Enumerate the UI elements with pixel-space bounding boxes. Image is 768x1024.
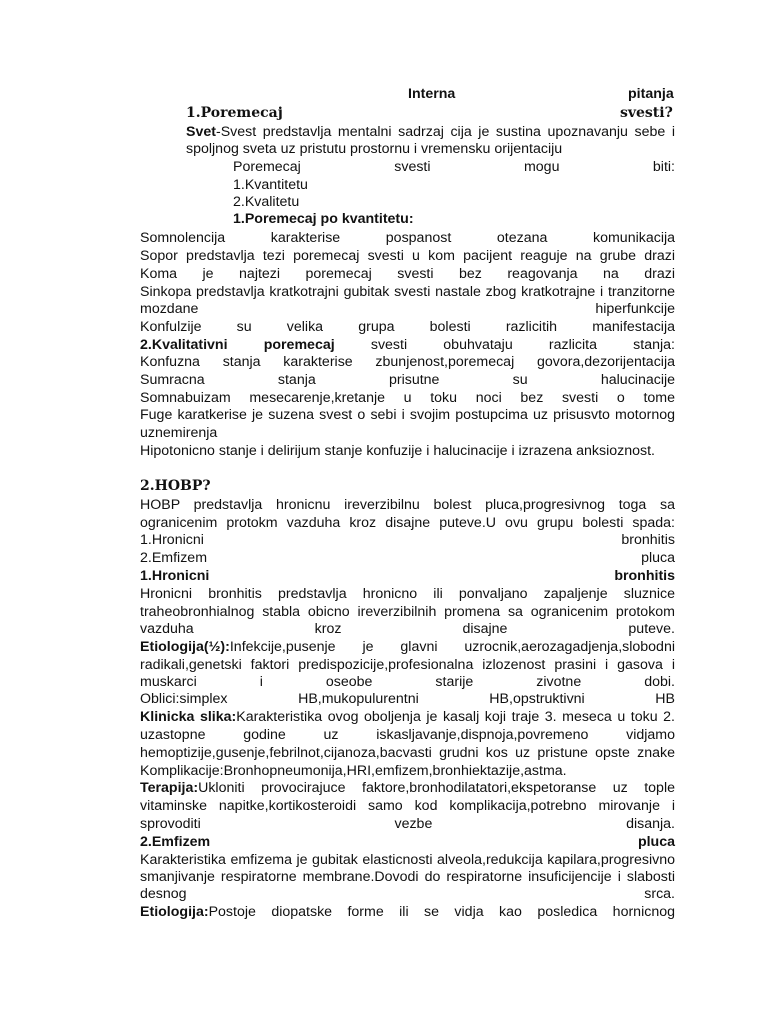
mogu-line: Poremecaj svesti mogu biti: bbox=[233, 159, 675, 175]
konfulzije-line: Konfulzije su velika grupa bolesti razlicitih manifestacija bbox=[140, 319, 676, 335]
sumracna-line: Sumracna stanja prisutne su halucinacije bbox=[140, 372, 676, 388]
kvantitet-item: 1.Kvantitetu bbox=[233, 177, 308, 193]
sinkopa-line: Sinkopa predstavlja kratkotrajni gubitak svesti nastale zbog kratkotrajne i tranzitorne bbox=[140, 284, 675, 300]
hobp-item-1: 1.Hronicni bronhitis bbox=[140, 532, 675, 548]
etiologija-line-2: radikali,genetski faktori predispozicije,profesionalna izlozenost prasini i gasova i bbox=[140, 657, 675, 673]
q2-heading: 2.HOBP? bbox=[140, 478, 211, 494]
hb-line-1: Hronicni bronhitis predstavlja hronicno ili ponvaljano zapaljenje sluznice bbox=[140, 586, 675, 602]
mozdane-line: mozdane hiperfunkcije bbox=[140, 301, 675, 317]
emfizem-heading: 2.Emfizem pluca bbox=[140, 834, 675, 850]
q1-heading-right: svesti? bbox=[620, 105, 673, 121]
oblici-line: Oblici:simplex HB,mukopulurentni HB,opstruktivni HB bbox=[140, 691, 675, 707]
hobp-item-2: 2.Emfizem pluca bbox=[140, 550, 675, 566]
somnolencija-line: Somnolencija karakterise pospanost otezana komunikacija bbox=[140, 230, 676, 246]
sopor-line: Sopor predstavlja tezi poremecaj svesti u kom pacijent reaguje na grube drazi bbox=[140, 248, 675, 264]
terapija-line-2: vitaminske napitke,kortikosteroidi samo kod komplikacija,potrebno mirovanje i bbox=[140, 798, 675, 814]
hobp-line-1: HOBP predstavlja hronicnu ireverzibilnu bolest pluca,progresivnog toga sa bbox=[140, 497, 675, 513]
klinicka-line-2: uzastopne godine uz iskasljavanje,dispnoja,povremeno vidjamo bbox=[140, 727, 675, 743]
kvalitativni-line: 2.Kvalitativni poremecaj svesti obuhvataju razlicita stanja: bbox=[140, 337, 675, 353]
emfizem-line-3: desnog srca. bbox=[140, 886, 675, 902]
hobp-line-2: ogranicenim protokm vazduha kroz disajne puteve.U ovu grupu bolesti spada: bbox=[140, 515, 675, 531]
terapija-line-3: sprovoditi vezbe disanja. bbox=[140, 816, 675, 832]
title-left: Interna bbox=[408, 86, 456, 102]
title-right: pitanja bbox=[628, 86, 674, 102]
koma-line: Koma je najtezi poremecaj svesti bez reagovanja na drazi bbox=[140, 266, 676, 282]
klinicka-line-1: Klinicka slika:Karakteristika ovog oboljenja je kasalj koji traje 3. meseca u toku 2. bbox=[140, 709, 675, 725]
uznemirenja-line: uznemirenja bbox=[140, 425, 218, 441]
konfuzna-line: Konfuzna stanja karakterise zbunjenost,poremecaj govora,dezorijentacija bbox=[140, 354, 675, 370]
etiologija-emfizem-line: Etiologija:Postoje diopatske forme ili se vidja kao posledica hornicnog bbox=[140, 904, 675, 920]
hipotonicno-line: Hipotonicno stanje i delirijum stanje konfuzije i halucinacije i izrazena anksioznost. bbox=[140, 443, 655, 459]
hb-line-3: vazduha kroz disajne puteve. bbox=[140, 621, 675, 637]
klinicka-line-3: hemoptizije,gusenje,febrilnot,cijanoza,bacvasti grudni kos uz pristune opste znake bbox=[140, 745, 675, 761]
somnabuizam-line: Somnabuizam mesecarenje,kretanje u toku noci bez svesti o tome bbox=[140, 390, 675, 406]
etiologija-line-1: Etiologija(½):Infekcije,pusenje je glavni uzrocnik,aerozagadjenja,slobodni bbox=[140, 639, 675, 655]
emfizem-line-2: smanjivanje respiratorne membrane.Dovodi do respiratorne insuficijencije i slabosti bbox=[140, 869, 675, 885]
q1-heading-left: 1.Poremecaj bbox=[186, 105, 283, 121]
terapija-line-1: Terapija:Ukloniti provocirajuce faktore,bronhodilatatori,ekspetoranse uz tople bbox=[140, 780, 675, 796]
fuge-line: Fuge karatkerise je suzena svest o sebi i svojim postupcima uz prisusvto motornog bbox=[140, 407, 675, 423]
svet-line: Svet-Svest predstavlja mentalni sadrzaj cija je sustina upoznavanju sebe i bbox=[186, 124, 675, 140]
kvalitet-item: 2.Kvalitetu bbox=[233, 194, 300, 210]
svet-continuation: spoljnog sveta uz pristutu prostornu i vremensku orijentaciju bbox=[186, 141, 563, 157]
etiologija-line-3: muskarci i oseobe starije zivotne dobi. bbox=[140, 674, 675, 690]
kvantitet-heading: 1.Poremecaj po kvantitetu: bbox=[233, 211, 414, 227]
emfizem-line-1: Karakteristika emfizema je gubitak elasticnosti alveola,redukcija kapilara,progresivno bbox=[140, 852, 675, 868]
hronicni-bronhitis-heading: 1.Hronicni bronhitis bbox=[140, 568, 675, 584]
komplikacije-line: Komplikacije:Bronhopneumonija,HRI,emfizem,bronhiektazije,astma. bbox=[140, 763, 567, 779]
hb-line-2: traheobronhialnog stabla obicno ireverzibilnih promena sa ogranicenim protokom bbox=[140, 604, 675, 620]
